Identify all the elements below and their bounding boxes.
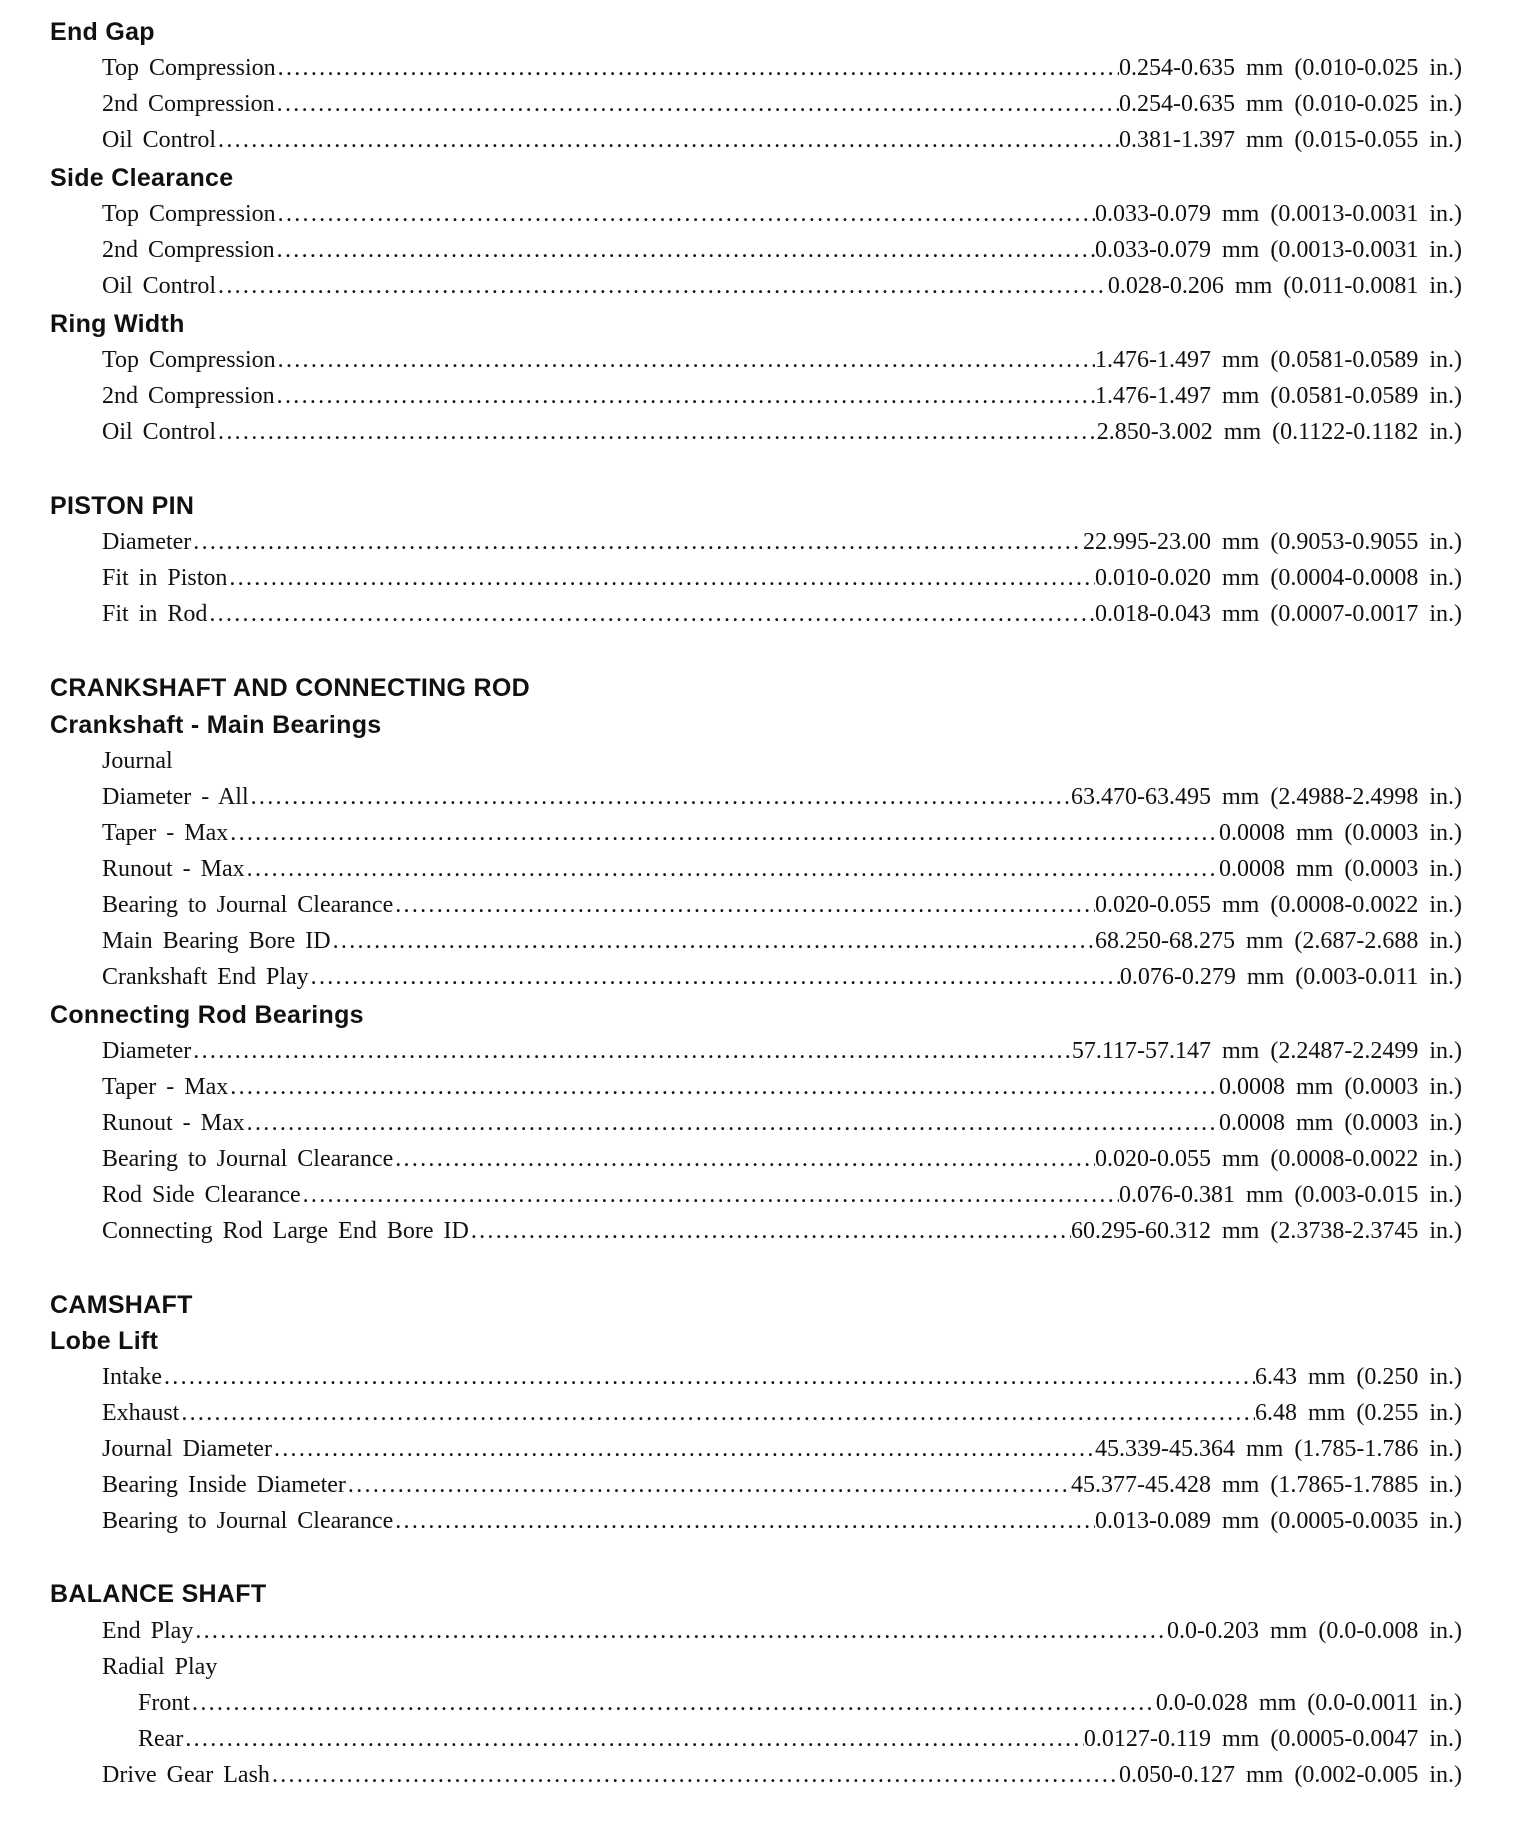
spec-value: 0.076-0.279 mm (0.003-0.011 in.) — [1119, 964, 1462, 990]
spec-value: 0.0008 mm (0.0003 in.) — [1219, 1110, 1462, 1136]
spec-value: 0.0008 mm (0.0003 in.) — [1219, 856, 1462, 882]
spec-value: 0.0127-0.119 mm (0.0005-0.0047 in.) — [1083, 1726, 1462, 1752]
spec-label: Main Bearing Bore ID — [102, 928, 331, 954]
spec-value: 0.033-0.079 mm (0.0013-0.0031 in.) — [1095, 237, 1462, 263]
spec-row — [102, 50, 1462, 86]
spec-value: 0.254-0.635 mm (0.010-0.025 in.) — [1119, 55, 1462, 81]
spec-value: 0.028-0.206 mm (0.011-0.0081 in.) — [1107, 273, 1462, 299]
spec-row — [102, 1467, 1462, 1503]
spec-value: 0.381-1.397 mm (0.015-0.055 in.) — [1119, 127, 1462, 153]
spec-label: Bearing to Journal Clearance — [102, 1146, 394, 1172]
spec-row — [102, 1213, 1462, 1249]
spec-value: 0.0008 mm (0.0003 in.) — [1219, 1074, 1462, 1100]
spec-row — [102, 1503, 1462, 1539]
spec-label: Connecting Rod Large End Bore ID — [102, 1218, 469, 1244]
spec-label: Oil Control — [102, 273, 217, 299]
spec-label: 2nd Compression — [102, 383, 275, 409]
spec-row — [102, 1431, 1462, 1467]
spec-row — [102, 815, 1462, 851]
spec-row — [102, 1177, 1462, 1213]
spec-label: Runout - Max — [102, 1110, 245, 1136]
spec-value: 0.010-0.020 mm (0.0004-0.0008 in.) — [1095, 565, 1462, 591]
spec-value: 0.076-0.381 mm (0.003-0.015 in.) — [1119, 1182, 1462, 1208]
rod-bearings-heading: Connecting Rod Bearings — [50, 1001, 364, 1029]
spec-value: 1.476-1.497 mm (0.0581-0.0589 in.) — [1095, 347, 1462, 373]
spec-label: Journal Diameter — [102, 1436, 272, 1462]
spec-row — [138, 1685, 1462, 1721]
end-gap-heading: End Gap — [50, 18, 155, 46]
spec-label: Oil Control — [102, 127, 217, 153]
spec-row — [102, 1033, 1462, 1069]
spec-label: Bearing to Journal Clearance — [102, 1508, 394, 1534]
spec-row — [102, 524, 1462, 560]
spec-value: 0.0008 mm (0.0003 in.) — [1219, 820, 1462, 846]
spec-label: Bearing to Journal Clearance — [102, 892, 394, 918]
spec-value: 60.295-60.312 mm (2.3738-2.3745 in.) — [1071, 1218, 1462, 1244]
spec-value: 0.254-0.635 mm (0.010-0.025 in.) — [1119, 91, 1462, 117]
spec-label: Fit in Rod — [102, 601, 208, 627]
spec-value: 0.0-0.203 mm (0.0-0.008 in.) — [1167, 1618, 1462, 1644]
spec-label: Drive Gear Lash — [102, 1762, 270, 1788]
ring-width-heading: Ring Width — [50, 310, 185, 338]
spec-label: Taper - Max — [102, 1074, 229, 1100]
spec-row — [102, 1757, 1462, 1793]
spec-row — [102, 1069, 1462, 1105]
spec-value: 0.020-0.055 mm (0.0008-0.0022 in.) — [1095, 1146, 1462, 1172]
spec-label: Crankshaft End Play — [102, 964, 309, 990]
lobe-lift-heading: Lobe Lift — [50, 1327, 159, 1355]
spec-label: Diameter — [102, 1038, 192, 1064]
main-bearings-heading: Crankshaft - Main Bearings — [50, 711, 382, 739]
spec-value: 2.850-3.002 mm (0.1122-0.1182 in.) — [1096, 419, 1462, 445]
spec-row — [102, 1613, 1462, 1649]
side-clearance-heading: Side Clearance — [50, 164, 234, 192]
spec-row — [102, 378, 1462, 414]
spec-label: Bearing Inside Diameter — [102, 1472, 346, 1498]
spec-value: 63.470-63.495 mm (2.4988-2.4998 in.) — [1071, 784, 1462, 810]
spec-label: Top Compression — [102, 55, 276, 81]
spec-row — [102, 596, 1462, 632]
spec-label: Taper - Max — [102, 820, 229, 846]
spec-row — [102, 268, 1462, 304]
spec-label: Intake — [102, 1364, 162, 1390]
spec-value: 0.0-0.028 mm (0.0-0.0011 in.) — [1155, 1690, 1462, 1716]
spec-row — [102, 887, 1462, 923]
spec-value: 68.250-68.275 mm (2.687-2.688 in.) — [1095, 928, 1462, 954]
spec-row — [102, 196, 1462, 232]
spec-label: Diameter - All — [102, 784, 249, 810]
spec-row — [102, 923, 1462, 959]
spec-value: 57.117-57.147 mm (2.2487-2.2499 in.) — [1071, 1038, 1462, 1064]
spec-value: 0.033-0.079 mm (0.0013-0.0031 in.) — [1095, 201, 1462, 227]
spec-row — [102, 342, 1462, 378]
spec-row — [102, 232, 1462, 268]
spec-row — [102, 86, 1462, 122]
spec-value: 45.377-45.428 mm (1.7865-1.7885 in.) — [1071, 1472, 1462, 1498]
spec-label: 2nd Compression — [102, 237, 275, 263]
spec-label: Front — [138, 1690, 191, 1716]
spec-label: Rod Side Clearance — [102, 1182, 301, 1208]
spec-row — [102, 1359, 1462, 1395]
spec-value: 0.013-0.089 mm (0.0005-0.0035 in.) — [1095, 1508, 1462, 1534]
spec-value: 0.050-0.127 mm (0.002-0.005 in.) — [1119, 1762, 1462, 1788]
spec-label: Diameter — [102, 529, 192, 555]
spec-row — [138, 1721, 1462, 1757]
spec-value: 1.476-1.497 mm (0.0581-0.0589 in.) — [1095, 383, 1462, 409]
spec-value: 0.018-0.043 mm (0.0007-0.0017 in.) — [1095, 601, 1462, 627]
spec-row — [102, 779, 1462, 815]
camshaft-heading: CAMSHAFT — [50, 1291, 193, 1319]
spec-label: Oil Control — [102, 419, 217, 445]
spec-label: Top Compression — [102, 201, 276, 227]
spec-row — [102, 1141, 1462, 1177]
crankshaft-heading: CRANKSHAFT AND CONNECTING ROD — [50, 674, 530, 702]
spec-row — [102, 560, 1462, 596]
spec-label: Runout - Max — [102, 856, 245, 882]
balance-shaft-heading: BALANCE SHAFT — [50, 1580, 267, 1608]
spec-row — [102, 1105, 1462, 1141]
spec-row — [102, 851, 1462, 887]
spec-row — [102, 414, 1462, 450]
spec-label: Top Compression — [102, 347, 276, 373]
spec-label: Rear — [138, 1726, 184, 1752]
piston-pin-heading: PISTON PIN — [50, 492, 195, 520]
spec-row — [102, 1395, 1462, 1431]
spec-label: Fit in Piston — [102, 565, 228, 591]
journal-label: Journal — [102, 748, 173, 774]
radial-play-label: Radial Play — [102, 1654, 218, 1680]
spec-label: Exhaust — [102, 1400, 180, 1426]
spec-value: 6.43 mm (0.250 in.) — [1255, 1364, 1462, 1390]
spec-row — [102, 122, 1462, 158]
spec-row — [102, 959, 1462, 995]
spec-value: 22.995-23.00 mm (0.9053-0.9055 in.) — [1083, 529, 1462, 555]
spec-label: 2nd Compression — [102, 91, 275, 117]
spec-label: End Play — [102, 1618, 194, 1644]
spec-value: 6.48 mm (0.255 in.) — [1255, 1400, 1462, 1426]
spec-value: 45.339-45.364 mm (1.785-1.786 in.) — [1095, 1436, 1462, 1462]
spec-value: 0.020-0.055 mm (0.0008-0.0022 in.) — [1095, 892, 1462, 918]
